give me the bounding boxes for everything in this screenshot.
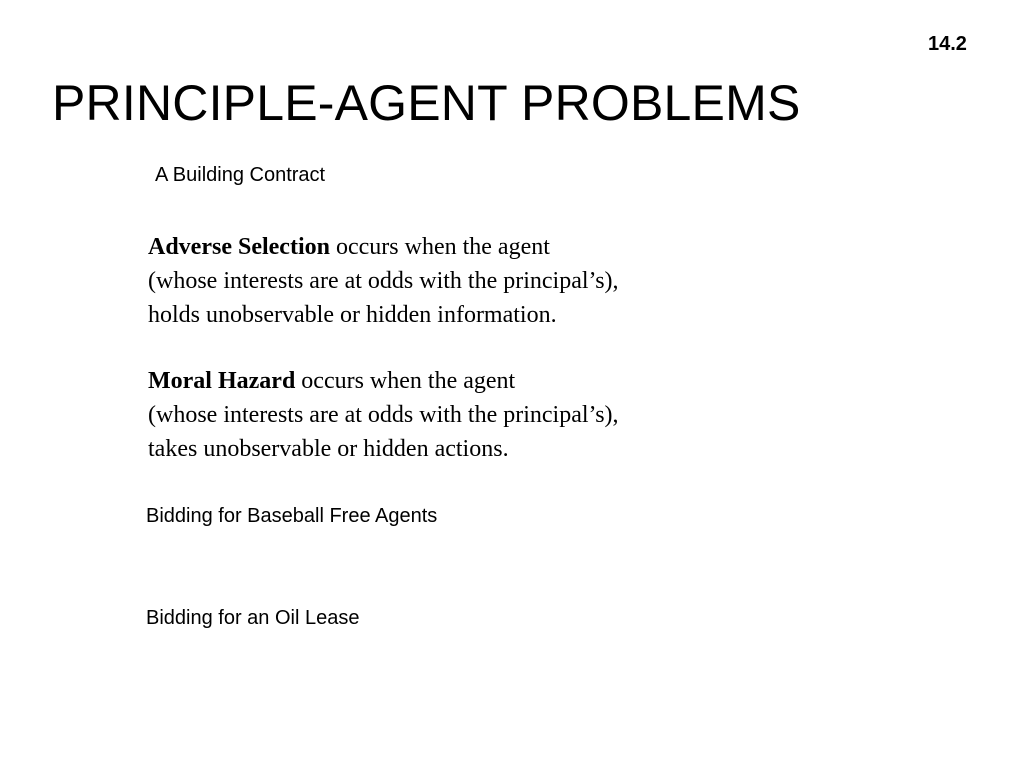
definition-line [148,364,768,398]
term-adverse-selection: Adverse Selection [148,234,330,260]
definition-text: occurs when the agent [295,368,516,394]
topic-baseball-free-agents: Bidding for Baseball Free Agents [146,505,438,527]
definition-line [148,230,768,264]
definition-line: holds unobservable or hidden information. [148,302,557,328]
definition-line: (whose interests are at odds with the principal’s), [148,402,619,428]
term-moral-hazard: Moral Hazard [148,368,296,394]
definition-line: takes unobservable or hidden actions. [148,436,509,462]
slide-title: PRINCIPLE-AGENT PROBLEMS [52,75,801,131]
slide-number: 14.2 [928,33,967,55]
definition-text: occurs when the agent [329,234,550,260]
topic-building-contract: A Building Contract [155,164,326,186]
topic-oil-lease: Bidding for an Oil Lease [146,607,360,629]
definition-moral-hazard [148,364,768,466]
definition-line: (whose interests are at odds with the principal’s), [148,268,619,294]
definition-adverse-selection [148,230,768,332]
